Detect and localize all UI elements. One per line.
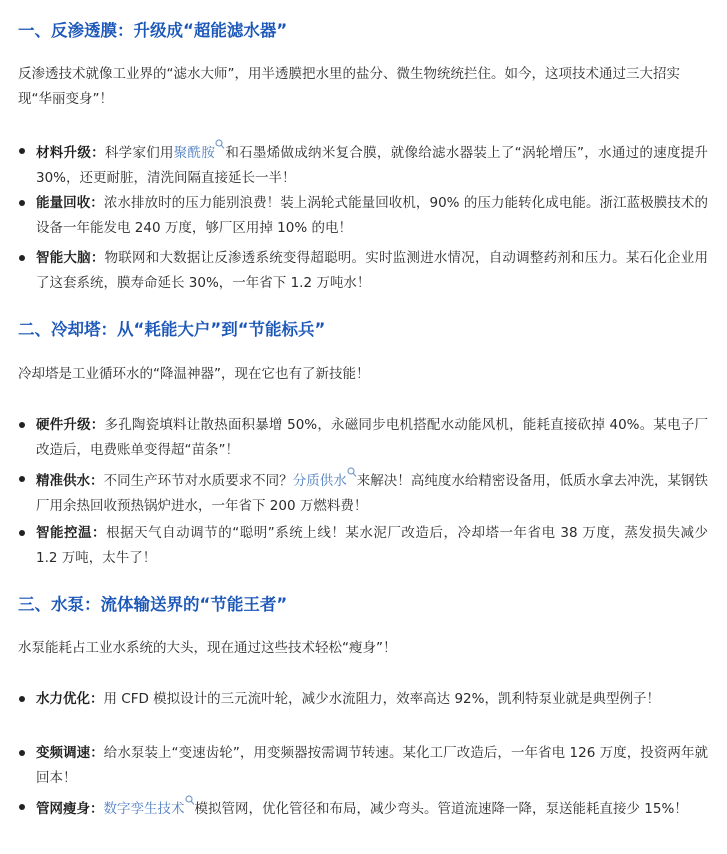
list-item [36,413,708,463]
section-2-intro: 冷却塔是工业循环水的“降温神器”，现在它也有了新技能！ [18,366,370,382]
list-item [36,687,708,712]
item-text: 来解决！高纯度水给精密设备用，低质水拿去冲洗，某钢铁厂用余热回收预热锅炉进水，一年省下 200 万燃料费！ [36,473,709,514]
section-3-title: 三、水泵：流体输送界的“节能王者” [18,595,288,614]
item-label: 水力优化： [36,691,104,707]
section-2-title: 二、冷却塔：从“耗能大户”到“节能标兵” [18,320,326,339]
search-icon[interactable] [215,139,225,151]
bullet-dot [19,476,25,482]
section-1-title: 一、反渗透膜：升级成“超能滤水器” [18,21,288,40]
bullet-dot [19,255,25,261]
item-text: 根据天气自动调节的“聪明”系统上线！某水泥厂改造后，冷却塔一年省电 38 万度，蒸发损失减少 1.2 万吨，太牛了！ [36,525,708,566]
list-item [36,191,708,241]
list-item [36,741,708,791]
item-label: 变频调速： [36,745,104,761]
search-link-digital-twin[interactable]: 数字孪生技术 [103,801,185,817]
item-text: 不同生产环节对水质要求不同？ [103,473,293,489]
bullet-dot [19,804,25,810]
bullet-dot [19,200,25,206]
item-label: 能量回收： [36,195,104,211]
search-icon[interactable] [185,795,195,807]
bullet-dot [19,530,25,536]
item-text: 模拟管网，优化管径和布局，减少弯头。管道流速降一降，泵送能耗直接少 15%！ [194,801,688,817]
item-text: 多孔陶瓷填料让散热面积暴增 50%，永磁同步电机搭配水动能风机，能耗直接砍掉 40%。某电子厂改造后，电费账单变得超“苗条”！ [36,417,709,458]
bullet-dot [19,750,25,756]
section-1-intro: 反渗透技术就像工业界的“滤水大师”，用半透膜把水里的盐分、微生物统统拦住。如今，这项技术通过三大招实现“华丽变身”！ [18,66,680,107]
bullet-dot [19,148,25,154]
item-text: 和石墨烯做成纳米复合膜，就像给滤水器装上了“涡轮增压”，水通过的速度提升 30%，还更耐脏，清洗间隔直接延长一半！ [36,145,709,186]
item-label: 精准供水： [36,473,104,489]
bullet-dot [19,422,25,428]
item-label: 硬件升级： [36,417,105,433]
search-icon[interactable] [347,467,357,479]
list-item [36,246,708,296]
item-label: 管网瘦身： [36,801,104,817]
bullet-dot [19,696,25,702]
item-label: 材料升级： [36,145,105,161]
item-text: 给水泵装上“变速齿轮”，用变频器按需调节转速。某化工厂改造后，一年省电 126 万度，投资两年就回本！ [36,745,709,786]
item-label: 智能大脑： [36,250,105,266]
list-item [36,467,708,519]
list-item [36,795,708,822]
search-link-zoned-supply[interactable]: 分质供水 [292,473,347,489]
search-link-polyamide[interactable]: 聚酰胺 [173,145,216,161]
list-item [36,521,708,571]
item-text: 物联网和大数据让反渗透系统变得超聪明。实时监测进水情况，自动调整药剂和压力。某石化企业用了这套系统，膜寿命延长 30%，一年省下 1.2 万吨水！ [36,250,708,291]
item-text: 科学家们用 [104,145,174,161]
item-text: 浓水排放时的压力能别浪费！装上涡轮式能量回收机，90% 的压力能转化成电能。浙江蓝极膜技术的设备一年能发电 240 万度，够厂区用掉 10% 的电！ [36,195,709,236]
section-3-intro: 水泵能耗占工业水系统的大头，现在通过这些技术轻松“瘦身”！ [18,640,397,656]
item-label: 智能控温： [36,525,107,541]
item-text: 用 CFD 模拟设计的三元流叶轮，减少水流阻力，效率高达 92%，凯利特泵业就是典型例子！ [103,691,660,707]
list-item [36,139,708,191]
